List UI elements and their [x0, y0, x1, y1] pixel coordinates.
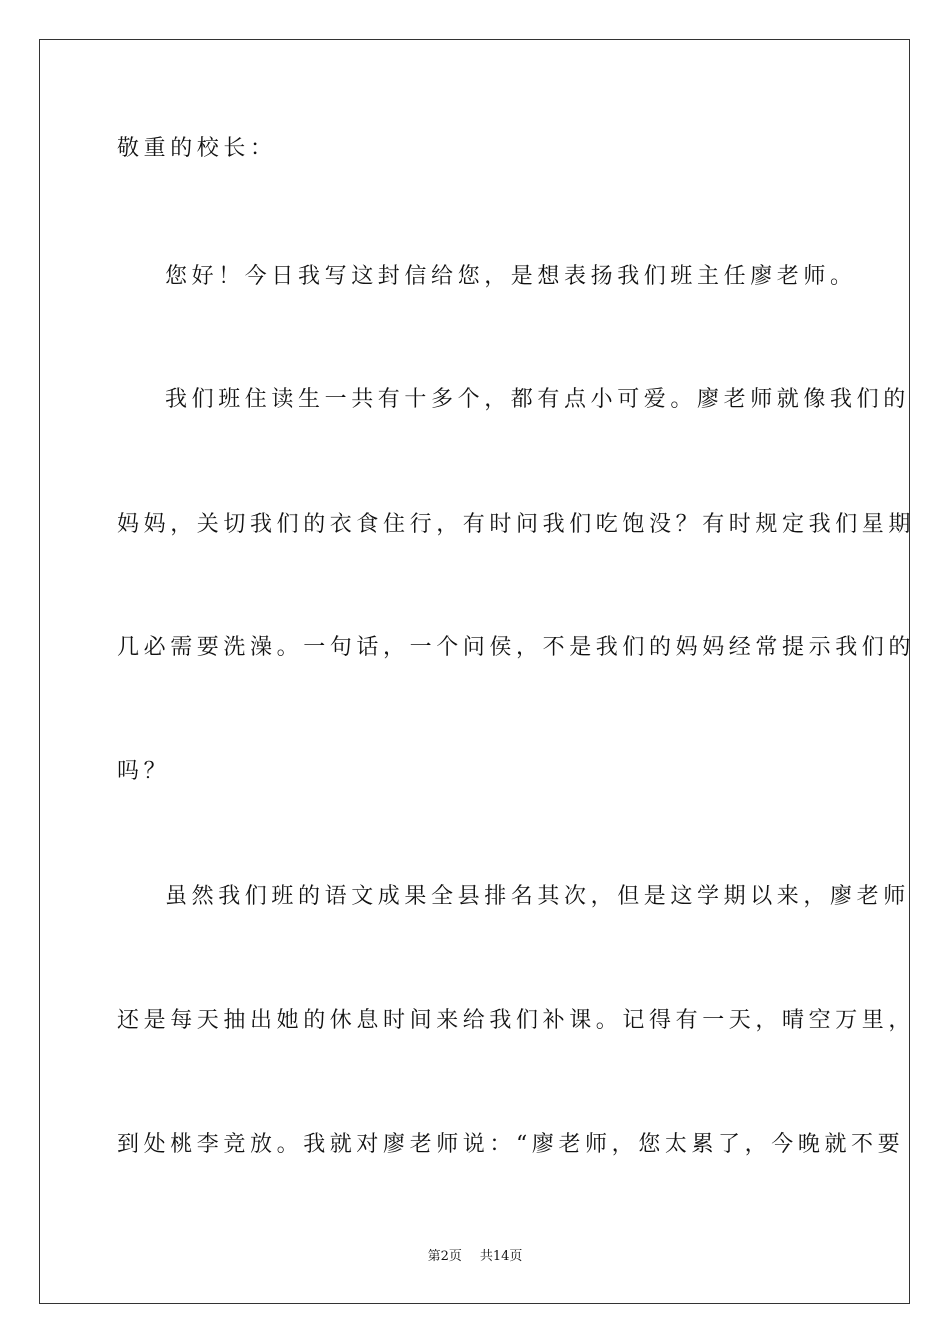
salutation-line: 敬重的校长： — [117, 136, 277, 161]
page-number-label: 第2页 — [427, 1249, 462, 1264]
page-footer — [0, 1248, 950, 1266]
paragraph-line: 我们班住读生一共有十多个，都有点小可爱。廖老师就像我们的 — [165, 387, 910, 412]
page-total-label: 共14页 — [479, 1249, 523, 1264]
paragraph-line: 几必需要洗澡。一句话，一个问侯，不是我们的妈妈经常提示我们的 — [117, 635, 916, 660]
paragraph-line: 还是每天抽出她的休息时间来给我们补课。记得有一天，晴空万里， — [117, 1008, 916, 1033]
page-border — [39, 39, 916, 1304]
paragraph-line: 吗？ — [117, 759, 171, 784]
paragraph-greeting: 您好！今日我写这封信给您，是想表扬我们班主任廖老师。 — [165, 264, 857, 289]
paragraph-line: 到处桃李竞放。我就对廖老师说：“廖老师，您太累了，今晚就不要 — [117, 1132, 905, 1157]
paragraph-line: 虽然我们班的语文成果全县排名其次，但是这学期以来，廖老师 — [165, 884, 910, 909]
paragraph-line: 妈妈，关切我们的衣食住行，有时问我们吃饱没？有时规定我们星期 — [117, 512, 916, 537]
